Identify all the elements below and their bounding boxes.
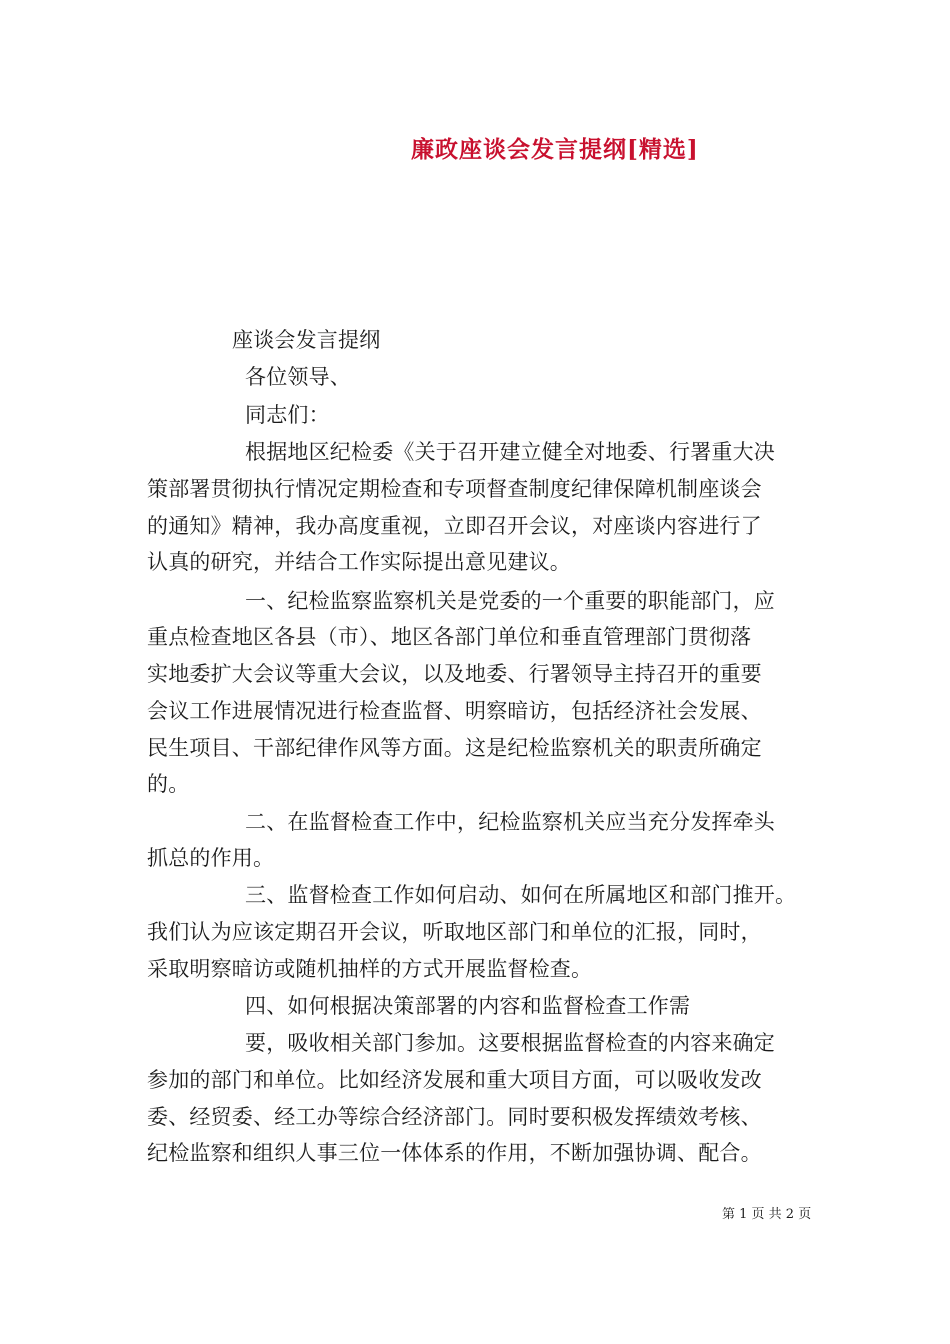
body-line: 委、经贸委、经工办等综合经济部门。同时要积极发挥绩效考核、 [147,1105,762,1129]
body-line: 采取明察暗访或随机抽样的方式开展监督检查。 [147,957,593,981]
body-line: 一、纪检监察监察机关是党委的一个重要的职能部门，应 [245,589,775,613]
body-line: 的。 [147,772,190,796]
body-line: 民生项目、干部纪律作风等方面。这是纪检监察机关的职责所确定 [147,736,762,760]
body-line: 四、如何根据决策部署的内容和监督检查工作需 [245,994,691,1018]
body-line: 实地委扩大会议等重大会议，以及地委、行署领导主持召开的重要 [147,662,762,686]
page-footer: 第 1 页 共 2 页 [722,1207,812,1222]
body-line: 认真的研究，并结合工作实际提出意见建议。 [147,550,571,574]
body-line: 策部署贯彻执行情况定期检查和专项督查制度纪律保障机制座谈会 [147,477,762,501]
body-line: 各位领导、 [245,365,351,389]
body-line: 抓总的作用。 [147,846,275,870]
body-line: 同志们： [245,403,330,427]
body-line: 要，吸收相关部门参加。这要根据监督检查的内容来确定 [245,1031,775,1055]
body-line: 纪检监察和组织人事三位一体体系的作用，不断加强协调、配合。 [147,1141,762,1165]
body-line: 的通知》精神，我办高度重视，立即召开会议，对座谈内容进行了 [147,514,762,538]
body-line: 二、在监督检查工作中，纪检监察机关应当充分发挥牵头 [245,810,775,834]
body-line: 根据地区纪检委《关于召开建立健全对地委、行署重大决 [245,440,775,464]
body-line: 重点检查地区各县（市）、地区各部门单位和垂直管理部门贯彻落 [147,625,752,649]
document-title: 廉政座谈会发言提纲[精选] [411,136,699,163]
body-line: 会议工作进展情况进行检查监督、明察暗访，包括经济社会发展、 [147,699,762,723]
body-line: 三、监督检查工作如何启动、如何在所属地区和部门推开。 [245,883,797,907]
body-line: 我们认为应该定期召开会议，听取地区部门和单位的汇报，同时， [147,920,762,944]
body-line: 座谈会发言提纲 [232,328,381,352]
body-line: 参加的部门和单位。比如经济发展和重大项目方面，可以吸收发改 [147,1068,762,1092]
